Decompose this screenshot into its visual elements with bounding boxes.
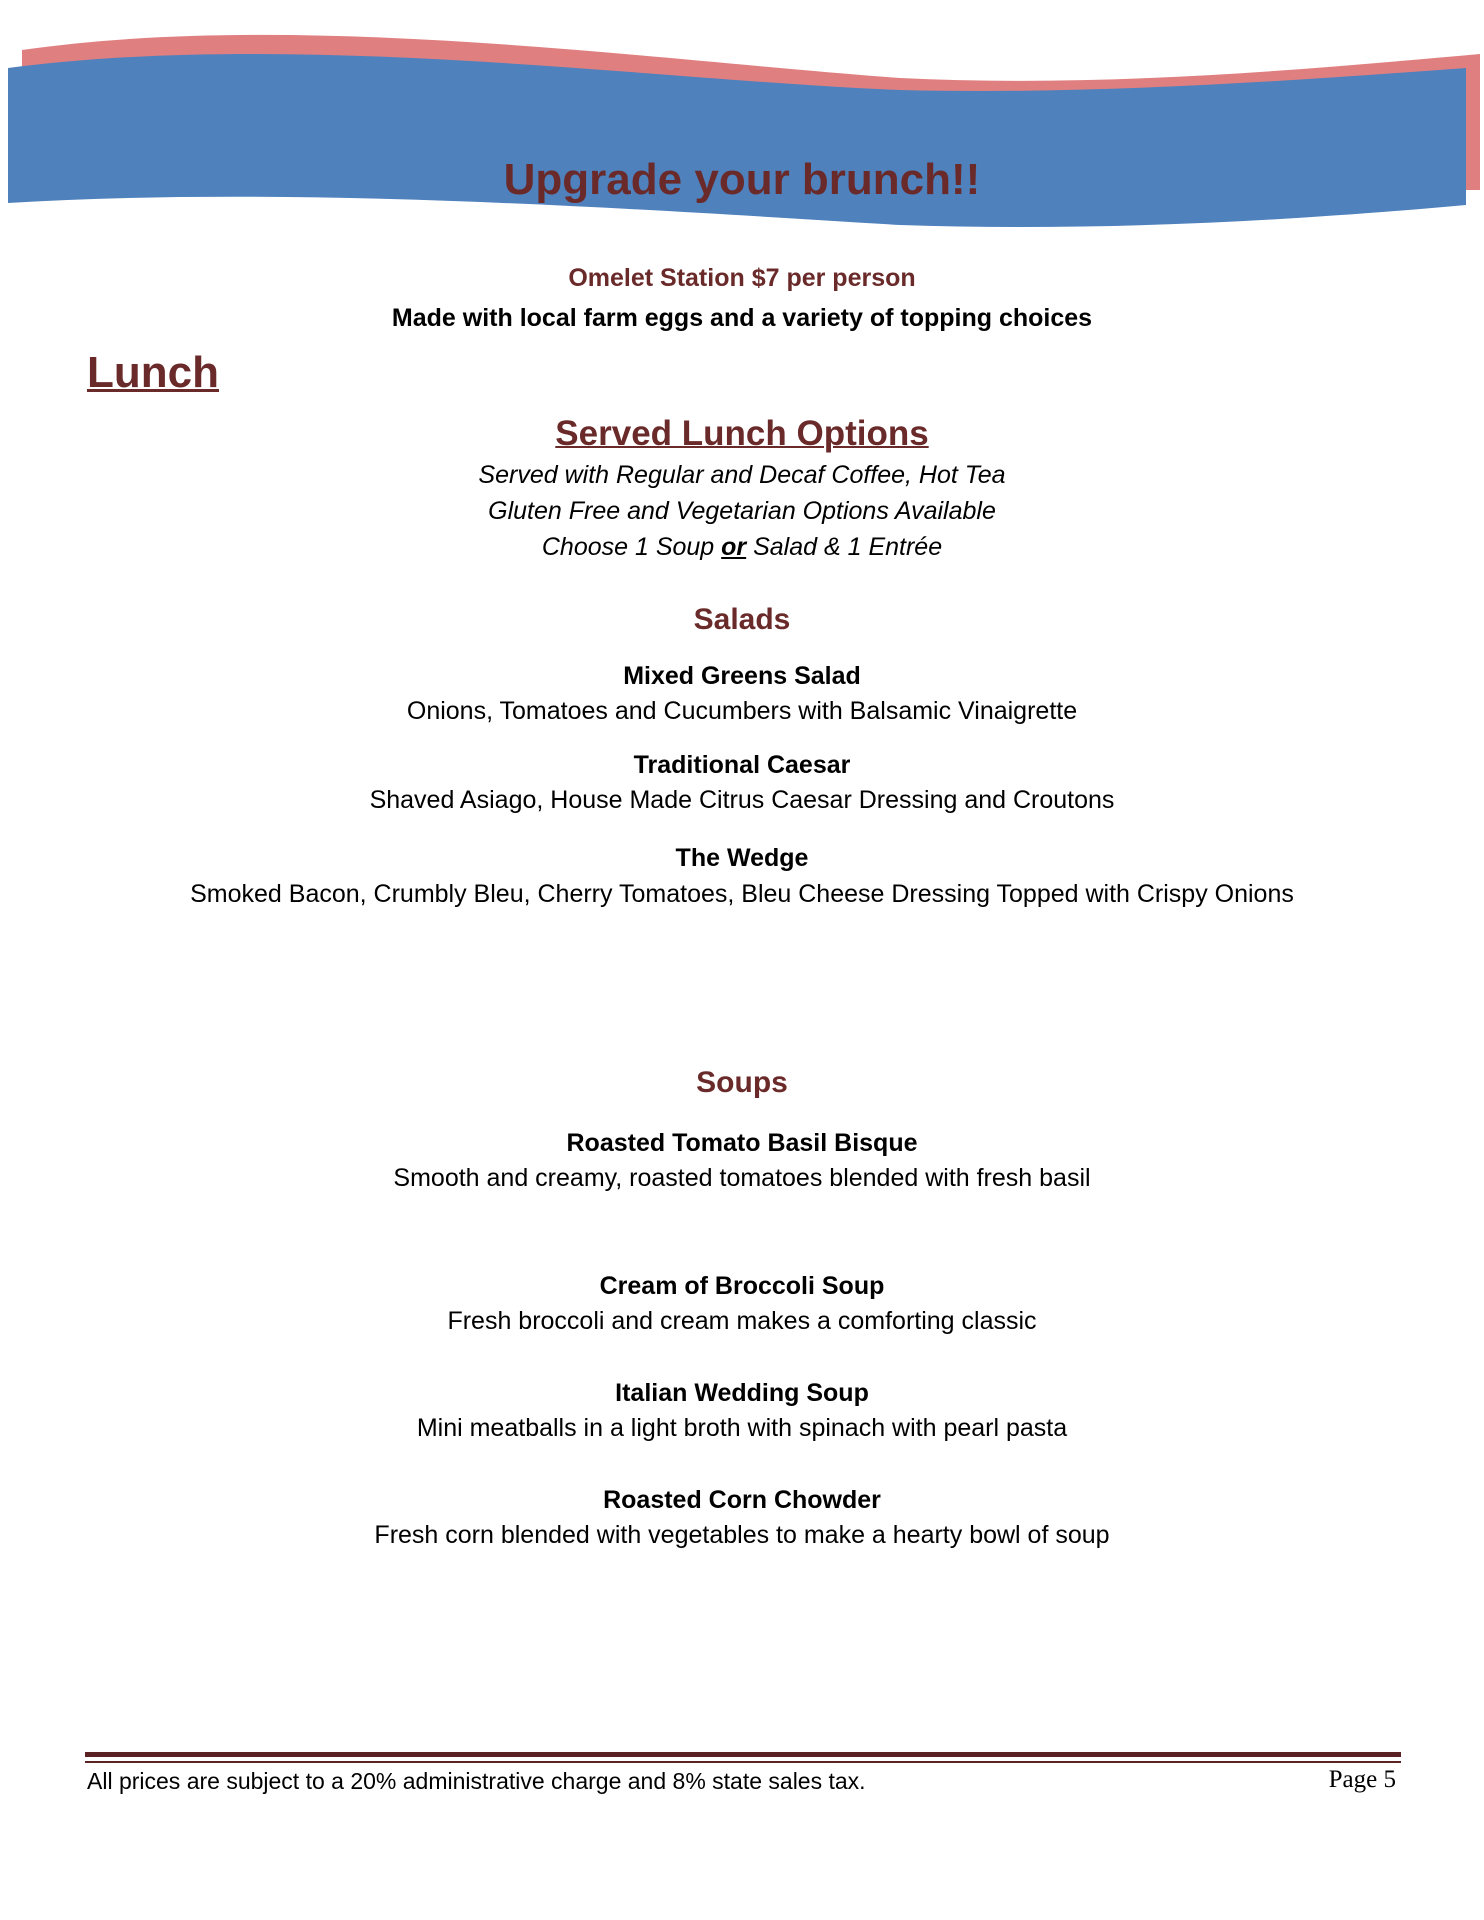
omelet-station-description: Made with local farm eggs and a variety of topping choices <box>391 304 1093 332</box>
soups-heading: Soups <box>696 1066 788 1099</box>
served-lunch-line-3-start: Choose 1 Soup <box>541 533 722 561</box>
banner-title: Upgrade your brunch!! <box>503 155 981 204</box>
footer-rule-thin <box>85 1761 1401 1763</box>
served-lunch-line-3-end: Salad & 1 Entrée <box>746 533 943 561</box>
served-lunch-line-1: Served with Regular and Decaf Coffee, Hot Tea <box>478 461 1006 489</box>
footer-rule-thick <box>85 1752 1401 1757</box>
salad-item-description: Shaved Asiago, House Made Citrus Caesar Dressing and Croutons <box>369 786 1115 814</box>
lunch-heading: Lunch <box>87 348 219 397</box>
soup-item-description: Fresh corn blended with vegetables to make a hearty bowl of soup <box>374 1521 1110 1549</box>
salad-item-description: Onions, Tomatoes and Cucumbers with Balsamic Vinaigrette <box>406 697 1078 725</box>
served-lunch-heading: Served Lunch Options <box>555 414 929 453</box>
page-number: Page 5 <box>1328 1766 1396 1793</box>
soup-item-description: Smooth and creamy, roasted tomatoes blended with fresh basil <box>393 1164 1091 1192</box>
served-lunch-line-3-emphasis: or <box>721 533 747 561</box>
soup-item-name: Roasted Corn Chowder <box>603 1486 881 1514</box>
soup-item-description: Mini meatballs in a light broth with spinach with pearl pasta <box>416 1414 1068 1442</box>
soup-item-name: Italian Wedding Soup <box>615 1379 869 1407</box>
salads-heading: Salads <box>693 603 791 636</box>
served-lunch-line-3 <box>0 533 1484 562</box>
omelet-station-title: Omelet Station $7 per person <box>568 264 916 292</box>
soup-item-name: Cream of Broccoli Soup <box>599 1272 885 1300</box>
soup-item-description: Fresh broccoli and cream makes a comforting classic <box>447 1307 1037 1335</box>
served-lunch-line-2: Gluten Free and Vegetarian Options Available <box>488 497 996 525</box>
salad-item-name: Traditional Caesar <box>633 751 851 779</box>
salad-item-name: Mixed Greens Salad <box>623 662 861 690</box>
salad-item-name: The Wedge <box>675 844 809 872</box>
footer-tax-note: All prices are subject to a 20% administrative charge and 8% state sales tax. <box>87 1768 866 1794</box>
soup-item-name: Roasted Tomato Basil Bisque <box>566 1129 918 1157</box>
salad-item-description: Smoked Bacon, Crumbly Bleu, Cherry Tomatoes, Bleu Cheese Dressing Topped with Crispy Onions <box>190 880 1294 908</box>
